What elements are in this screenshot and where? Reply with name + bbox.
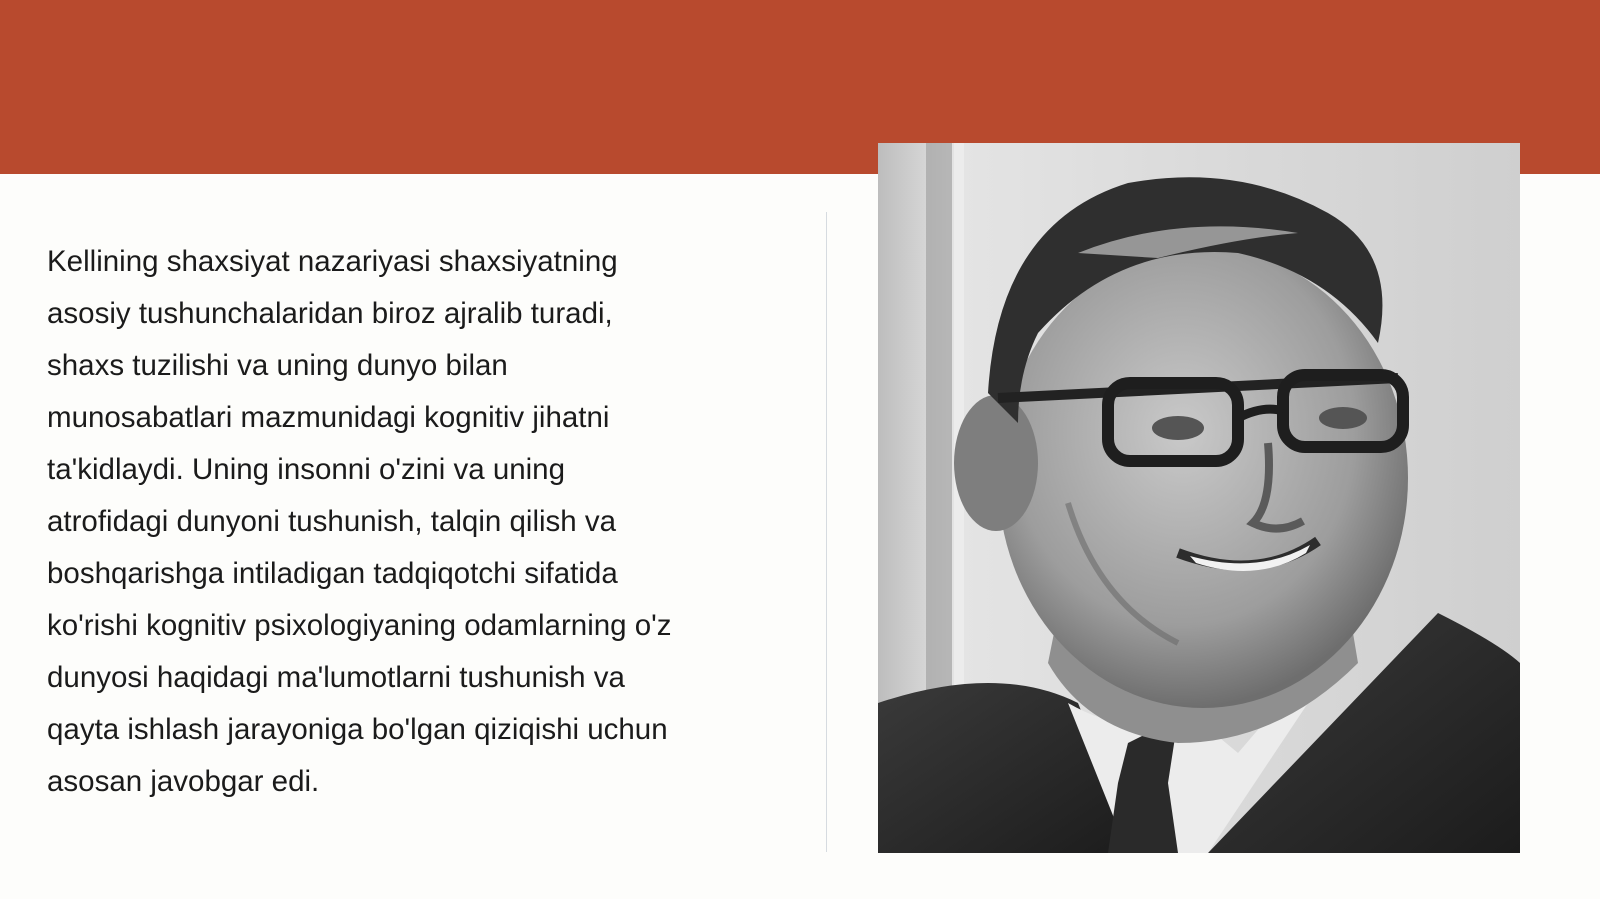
portrait-photo xyxy=(878,143,1520,853)
portrait-illustration xyxy=(878,143,1520,853)
body-paragraph xyxy=(47,236,767,808)
body-line: atrofidagi dunyoni tushunish, talqin qilish va xyxy=(47,505,617,538)
body-line: dunyosi haqidagi ma'lumotlarni tushunish va xyxy=(47,661,625,694)
vertical-divider xyxy=(826,212,827,852)
body-line: boshqarishga intiladigan tadqiqotchi sifatida xyxy=(47,557,618,590)
body-line: shaxs tuzilishi va uning dunyo bilan xyxy=(47,349,508,382)
body-line: asosan javobgar edi. xyxy=(47,765,320,798)
body-line: Kellining shaxsiyat nazariyasi shaxsiyatning xyxy=(47,245,618,278)
body-line: munosabatlari mazmunidagi kognitiv jihatni xyxy=(47,401,610,434)
body-line: asosiy tushunchalaridan biroz ajralib turadi, xyxy=(47,297,613,330)
body-line: ko'rishi kognitiv psixologiyaning odamlarning o'z xyxy=(47,609,672,642)
body-line: qayta ishlash jarayoniga bo'lgan qiziqishi uchun xyxy=(47,713,668,746)
body-line: ta'kidlaydi. Uning insonni o'zini va uning xyxy=(47,453,565,486)
